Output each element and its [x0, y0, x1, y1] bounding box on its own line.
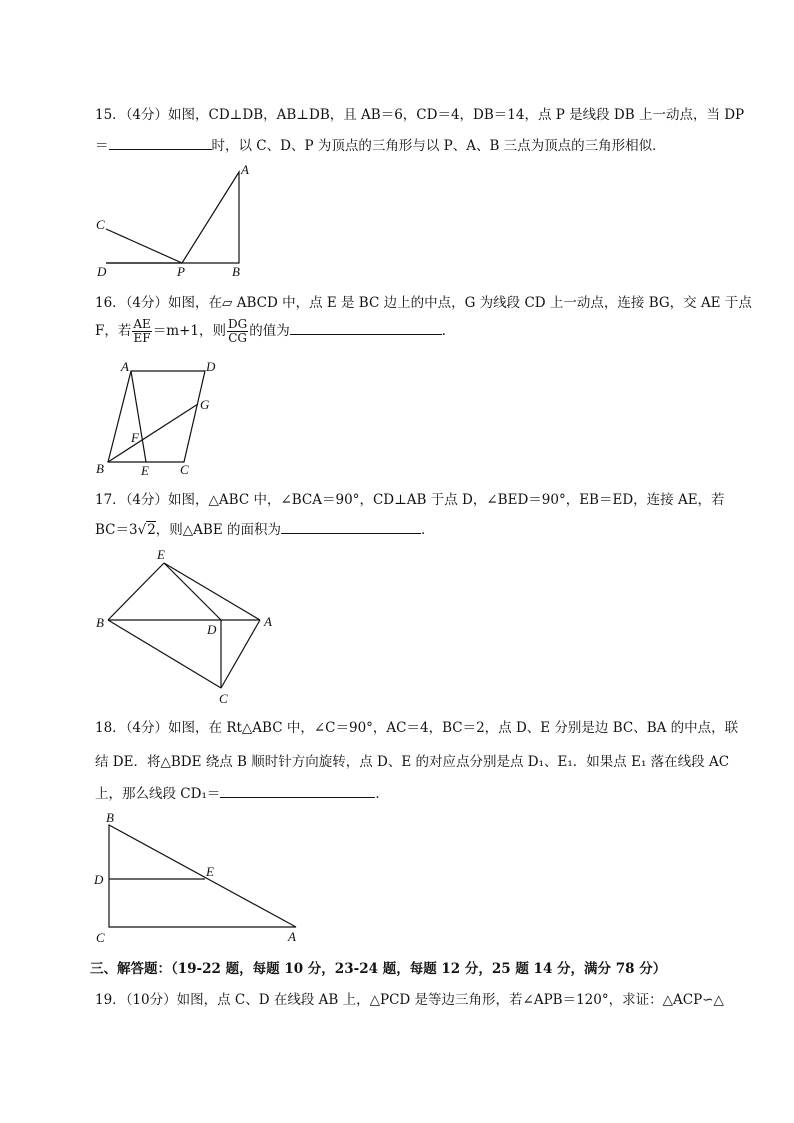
q18-score: （4分） — [125, 720, 169, 736]
q17-score: （4分） — [125, 492, 169, 508]
q16-label-c: C — [180, 462, 189, 477]
q16-frac1-den: EF — [133, 331, 151, 345]
q16-label-a: A — [121, 359, 129, 374]
q17-sqrt-content: 2 — [147, 522, 156, 538]
q17-period: ． — [421, 522, 435, 538]
q19-score: （10分） — [125, 992, 177, 1008]
q17-label-c: C — [219, 691, 228, 706]
q18-label-d: D — [94, 872, 104, 887]
q16-frac2-den: CG — [228, 331, 248, 345]
q17-number: 17． — [95, 492, 126, 508]
q16-frac2-num: DG — [228, 317, 248, 331]
q16-number: 16． — [95, 295, 126, 311]
q16-label-f: F — [131, 430, 139, 445]
q16-period: ． — [441, 323, 456, 339]
q17-text2b: ，则△ABE 的面积为 — [155, 522, 281, 538]
q18-label-b: B — [106, 810, 114, 825]
q19-text1: 如图，点 C、D 在线段 AB 上，△PCD 是等边三角形，若∠APB＝120°，求证：△ACP∽△ — [176, 992, 724, 1008]
q16-label-g: G — [200, 397, 210, 412]
q17-label-e: E — [157, 547, 165, 562]
q16-text2c: 的值为 — [249, 323, 290, 339]
q18-number: 18． — [95, 720, 126, 736]
q16-text2a: F，若 — [95, 323, 132, 339]
q15-label-a: A — [241, 162, 249, 177]
q15-text: 如图， — [168, 107, 209, 123]
q15-number: 15． — [95, 107, 126, 123]
q17-text2a: BC＝3 — [95, 522, 138, 538]
q15-text2: 时，以 C、D、P 为顶点的三角形与以 P、A、B 三点为顶点的三角形相似． — [211, 138, 666, 154]
section3-title: 三、解答题：（19-22 题，每题 10 分，23-24 题，每题 12 分，25 题 14 分，满分 78 分） — [90, 961, 667, 977]
q15-score: （4分） — [125, 107, 169, 123]
q16-label-b: B — [96, 461, 104, 476]
q16-text2b: ＝m+1，则 — [152, 323, 227, 339]
q18-text1: 如图，在 Rt△ABC 中，∠C＝90°，AC＝4，BC＝2，点 D、E 分别是边 BC、BA 的中点，联 — [168, 720, 739, 736]
q16-score: （4分） — [125, 295, 169, 311]
q16-label-e: E — [141, 463, 149, 478]
q17-label-a: A — [264, 614, 272, 629]
q15-label-d: D — [97, 264, 107, 279]
q19-number: 19． — [95, 992, 126, 1008]
q18-text3a: 上，那么线段 CD₁＝ — [95, 786, 221, 802]
q19-line1 — [95, 988, 724, 1008]
q17-text1: 如图，△ABC 中，∠BCA＝90°，CD⊥AB 于点 D，∠BED＝90°，EB＝ED，连接 AE，若 — [168, 492, 725, 508]
q18-label-c: C — [96, 930, 105, 945]
q17-label-d: D — [207, 622, 217, 637]
q16-label-d: D — [206, 359, 216, 374]
q17-line2: BC＝3√2，则△ABE 的面积为 ． — [95, 518, 435, 538]
q18-period: ． — [375, 786, 389, 802]
q15-text-cont: CD⊥DB，AB⊥DB，且 AB＝6，CD＝4，DB＝14，点 P 是线段 DB 上一动点，当 DP — [208, 107, 745, 123]
q16-frac1-num: AE — [133, 317, 151, 331]
q15-label-c: C — [96, 217, 105, 232]
q15-equals: ＝ — [95, 138, 109, 154]
q17-label-b: B — [96, 615, 104, 630]
q18-label-e: E — [206, 864, 214, 879]
q16-text1: 如图，在▱ ABCD 中，点 E 是 BC 边上的中点，G 为线段 CD 上一动点，连接 BG，交 AE 于点 — [168, 295, 752, 311]
q15-label-p: P — [177, 264, 185, 279]
q18-text2: 结 DE．将△BDE 绕点 B 顺时针方向旋转，点 D、E 的对应点分别是点 D₁、E₁．如果点 E₁ 落在线段 AC — [95, 754, 730, 770]
q18-label-a: A — [288, 929, 296, 944]
q15-label-b: B — [232, 264, 240, 279]
